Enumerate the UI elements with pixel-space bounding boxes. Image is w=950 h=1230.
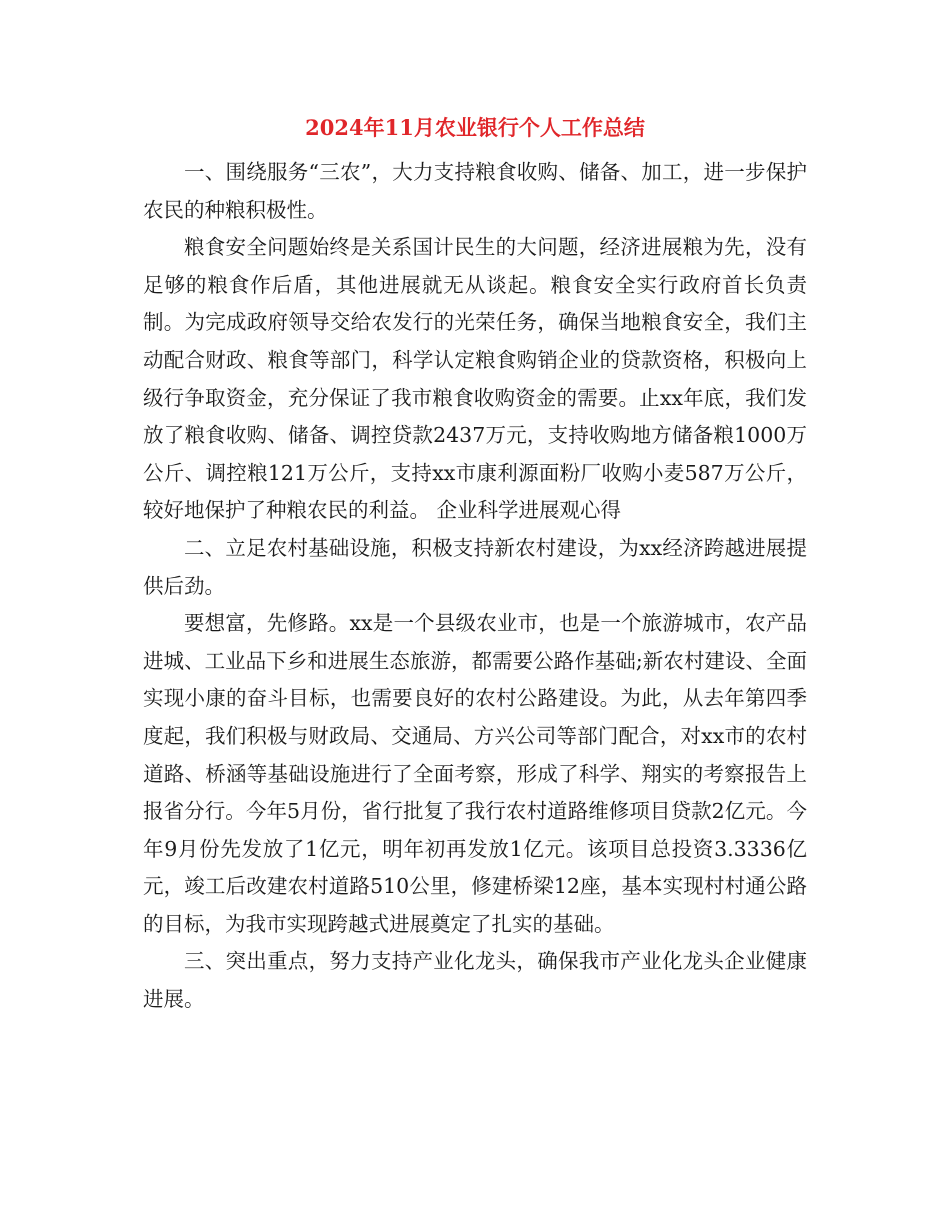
document-title: 2024年11月农业银行个人工作总结	[305, 115, 645, 140]
paragraph-grain-security: 粮食安全问题始终是关系国计民生的大问题，经济进展粮为先，没有足够的粮食作后盾，其他进展就无从谈起。粮食安全实行政府首长负责制。为完成政府领导交给农发行的光荣任务，确保当地粮食安全，我们主动配合财政、粮食等部门，科学认定粮食购销企业的贷款资格，积极向上级行争取资金，充分保证了我市粮食收购资金的需要。止xx年底，我们发放了粮食收购、储备、调控贷款2437万元，支持收购地方储备粮1000万公斤、调控粮121万公斤，支持xx市康利源面粉厂收购小麦587万公斤，较好地保护了种粮农民的利益。 企业科学进展观心得	[143, 235, 807, 523]
document-body	[143, 154, 807, 1019]
paragraph-section-two-heading: 二、立足农村基础设施，积极支持新农村建设，为xx经济跨越进展提供后劲。	[143, 535, 807, 598]
paragraph-rural-roads: 要想富，先修路。xx是一个县级农业市，也是一个旅游城市，农产品进城、工业品下乡和进展生态旅游，都需要公路作基础;新农村建设、全面实现小康的奋斗目标，也需要良好的农村公路建设。为此，从去年第四季度起，我们积极与财政局、交通局、方兴公司等部门配合，对xx市的农村道路、桥涵等基础设施进行了全面考察，形成了科学、翔实的考察报告上报省分行。今年5月份，省行批复了我行农村道路维修项目贷款2亿元。今年9月份先发放了1亿元，明年初再发放1亿元。该项目总投资3.3336亿元，竣工后改建农村道路510公里，修建桥梁12座，基本实现村村通公路的目标，为我市实现跨越式进展奠定了扎实的基础。	[143, 611, 807, 936]
paragraph-section-three-heading: 三、突出重点，努力支持产业化龙头，确保我市产业化龙头企业健康进展。	[143, 949, 807, 1012]
paragraph-section-one-heading: 一、围绕服务“三农”，大力支持粮食收购、储备、加工，进一步保护农民的种粮积极性。	[143, 160, 807, 222]
